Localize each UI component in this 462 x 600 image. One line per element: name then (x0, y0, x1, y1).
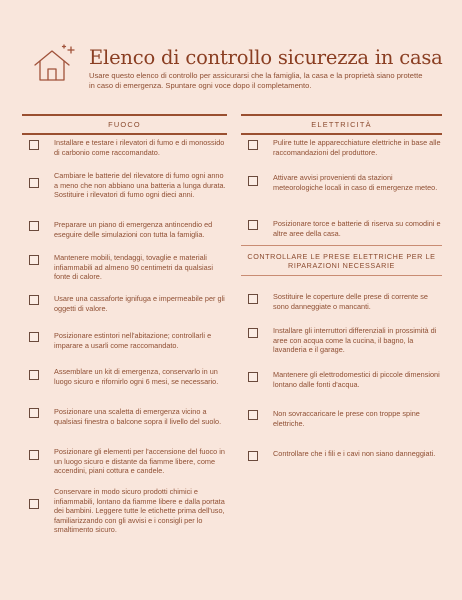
item-text: Posizionare estintori nell'abitazione; controllarli e imparare a usarli come raccomandato. (54, 331, 212, 350)
checkbox[interactable] (29, 295, 39, 305)
electric-column (241, 114, 442, 458)
checkbox[interactable] (248, 451, 258, 461)
item-text: Installare e testare i rilevatori di fumo e di monossido di carbonio come raccomandato. (54, 138, 225, 157)
item-text: Preparare un piano di emergenza antincendio ed eseguire delle simulazioni con tutta la famiglia. (54, 220, 213, 239)
checkbox[interactable] (29, 499, 39, 509)
item-text: Assemblare un kit di emergenza, conservarlo in un luogo sicuro e rifornirlo ogni 6 mesi, se necessario. (54, 367, 219, 386)
checkbox[interactable] (29, 408, 39, 418)
item-text: Pulire tutte le apparecchiature elettriche in base alle raccomandazioni del produttore. (273, 138, 441, 157)
item-text: Sostituire le coperture delle prese di corrente se sono danneggiate o mancanti. (273, 292, 428, 311)
item-text: Attivare avvisi provenienti da stazioni meteorologiche locali in caso di emergenze meteo. (273, 173, 438, 192)
checkbox[interactable] (248, 328, 258, 338)
item-text: Non sovraccaricare le prese con troppe spine elettriche. (273, 409, 420, 428)
checkbox[interactable] (29, 450, 39, 460)
item-text: Mantenere gli elettrodomestici di piccole dimensioni lontano dalle fonti d'acqua. (273, 370, 440, 389)
house-icon (31, 43, 77, 83)
checkbox[interactable] (248, 220, 258, 230)
item-text: Posizionare gli elementi per l'accensione del fuoco in un luogo sicuro e distante da fiamme libere, come accendini, piani cottura e candele. (54, 447, 225, 476)
outlets-subheading: CONTROLLARE LE PRESE ELETTRICHE PER LE RIPARAZIONI NECESSARIE (241, 245, 442, 276)
checkbox[interactable] (248, 410, 258, 420)
item-text: Usare una cassaforte ignifuga e impermeabile per gli oggetti di valore. (54, 294, 225, 313)
checkbox[interactable] (29, 178, 39, 188)
header (0, 0, 462, 110)
page-title: Elenco di controllo sicurezza in casa (89, 46, 443, 69)
checkbox[interactable] (29, 332, 39, 342)
item-text: Posizionare torce e batterie di riserva su comodini e altre aree della casa. (273, 219, 441, 238)
electric-heading: ELETTRICITÀ (241, 114, 442, 135)
item-text: Cambiare le batterie del rilevatore di fumo ogni anno a meno che non abbiano una batteria a lunga durata. Sostituire i rilevatori di fumo ogni dieci anni. (54, 171, 226, 200)
fire-column (22, 114, 227, 535)
item-text: Installare gli interruttori differenziali in prossimità di aree con acqua come la cucina, il bagno, la lavanderia e il garage. (273, 326, 437, 355)
checkbox[interactable] (248, 294, 258, 304)
checkbox[interactable] (29, 370, 39, 380)
checkbox[interactable] (29, 255, 39, 265)
checkbox[interactable] (29, 221, 39, 231)
fire-heading: FUOCO (22, 114, 227, 135)
item-text: Controllare che i fili e i cavi non siano danneggiati. (273, 449, 436, 458)
item-text: Conservare in modo sicuro prodotti chimici e infiammabili, lontano da fiamme libere e dalla portata dei bambini. Leggere tutte le etichette prima dell'uso, familiarizzando con gli avvisi e i consigli per lo smaltimento sicuro. (54, 487, 225, 535)
checkbox[interactable] (29, 140, 39, 150)
checkbox[interactable] (248, 176, 258, 186)
checkbox[interactable] (248, 140, 258, 150)
item-text: Posizionare una scaletta di emergenza vicino a qualsiasi finestra o balcone sopra il livello del suolo. (54, 407, 222, 426)
item-text: Mantenere mobili, tendaggi, tovaglie e materiali infiammabili ad almeno 90 centimetri da qualsiasi fonte di calore. (54, 253, 213, 282)
checkbox[interactable] (248, 372, 258, 382)
page-subtitle: Usare questo elenco di controllo per assicurarsi che la famiglia, la casa e la proprietà siano protette in caso di emergenza. Spuntare ogni voce dopo il completamento. (89, 71, 423, 91)
